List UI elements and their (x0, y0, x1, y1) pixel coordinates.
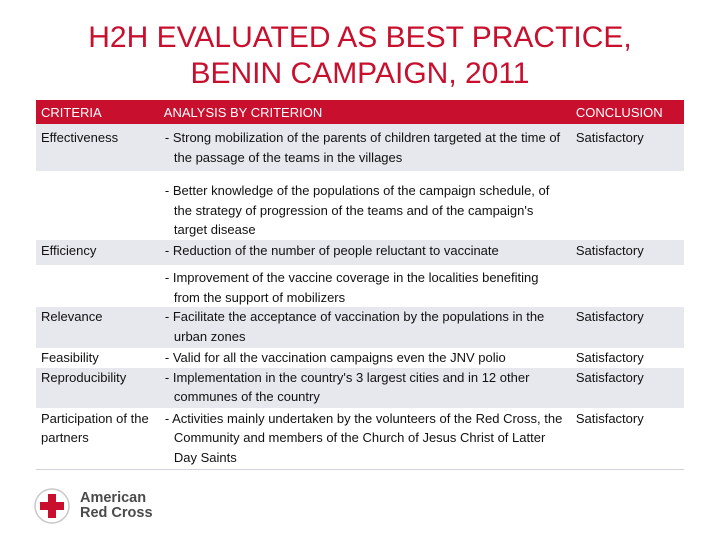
analysis-cell (154, 128, 568, 167)
analysis-cell (154, 409, 568, 468)
criteria-cell: Reproducibility (41, 369, 127, 385)
table-row (36, 124, 684, 171)
criteria-cell: Effectiveness (41, 130, 119, 145)
analysis-item: - Activities mainly undertaken by the volunteers of the Red Cross, the Community and members of the Church of Jesus Christ of Latter Day Saints (164, 410, 563, 465)
conclusion-cell: Satisfactory (575, 309, 644, 324)
criteria-table (36, 100, 684, 470)
analysis-cell (154, 241, 568, 261)
table-bottom-rule (36, 469, 684, 470)
analysis-cell (154, 181, 568, 240)
analysis-cell (154, 348, 568, 368)
header-conclusion: CONCLUSION (575, 104, 663, 120)
criteria-cell: Efficiency (41, 242, 97, 258)
criteria-cell: Relevance (41, 309, 103, 324)
conclusion-cell: Satisfactory (575, 350, 644, 365)
conclusion-cell: Satisfactory (575, 369, 644, 385)
conclusion-cell: Satisfactory (575, 130, 644, 145)
criteria-cell: Feasibility (41, 350, 99, 365)
conclusion-cell: Satisfactory (575, 410, 644, 426)
header-analysis: ANALYSIS BY CRITERION (163, 104, 323, 120)
header-criteria: CRITERIA (41, 104, 102, 120)
table-row (36, 368, 684, 408)
logo-line-1: American (80, 490, 147, 506)
slide-title (0, 20, 720, 92)
table-header-row (36, 100, 684, 124)
table-row (36, 408, 684, 470)
slide-title-line-2: BENIN CAMPAIGN, 2011 (190, 57, 530, 90)
red-cross-icon (34, 488, 70, 524)
analysis-item: - Strong mobilization of the parents of children targeted at the time of the passage of the teams in the villages (164, 130, 561, 165)
logo-line-2: Red Cross (80, 505, 153, 521)
analysis-item: - Valid for all the vaccination campaigns even the JNV polio (164, 350, 506, 365)
table-row (36, 240, 684, 266)
criteria-cell: Participation of the partners (41, 410, 149, 445)
slide-title-line-1: H2H EVALUATED AS BEST PRACTICE, (88, 21, 632, 54)
american-red-cross-logo (34, 486, 153, 526)
conclusion-cell: Satisfactory (575, 242, 644, 258)
analysis-item: - Better knowledge of the populations of the campaign schedule, of the strategy of progression of the teams and of the campaign's target disease (164, 183, 550, 237)
analysis-item: - Facilitate the acceptance of vaccination by the populations in the urban zones (164, 309, 545, 344)
table-row (36, 307, 684, 348)
analysis-item: - Implementation in the country's 3 largest cities and in 12 other communes of the country (164, 369, 530, 404)
logo-wordmark (80, 491, 153, 521)
analysis-cell (154, 268, 568, 307)
table-row (36, 348, 684, 368)
table-row-continuation (36, 171, 684, 240)
analysis-cell (154, 307, 568, 346)
analysis-item: - Improvement of the vaccine coverage in the localities benefiting from the support of mobilizers (164, 270, 539, 305)
table-row-continuation (36, 265, 684, 307)
analysis-cell (154, 368, 568, 407)
analysis-item: - Reduction of the number of people reluctant to vaccinate (164, 242, 499, 258)
